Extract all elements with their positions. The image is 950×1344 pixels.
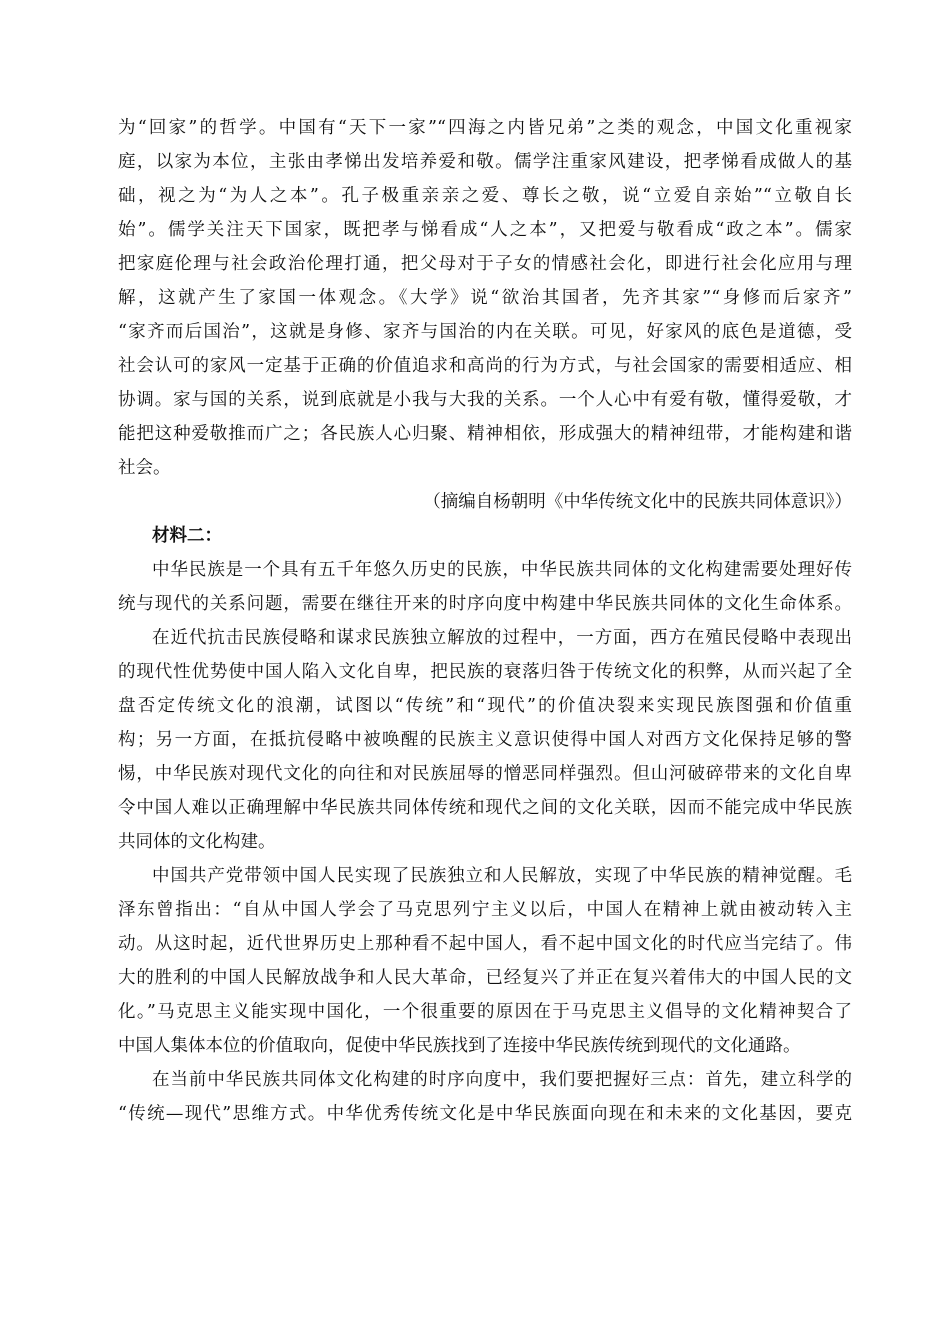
- text-line: 统与现代的关系问题，需要在继往开来的时序向度中构建中华民族共同体的文化生命体系。: [118, 594, 852, 614]
- text-line: 中国人集体本位的价值取向，促使中华民族找到了连接中华民族传统到现代的文化通路。: [118, 1036, 801, 1056]
- text-line: 中国共产党带领中国人民实现了民族独立和人民解放，实现了中华民族的精神觉醒。毛: [152, 866, 852, 886]
- text-line: 共同体的文化构建。: [118, 832, 276, 852]
- text-line: 泽东曾指出：“自从中国人学会了马克思列宁主义以后，中国人在精神上就由被动转入主: [118, 900, 852, 920]
- text-line: 协调。家与国的关系，说到底就是小我与大我的关系。一个人心中有爱有敬，懂得爱敬，才: [118, 390, 852, 410]
- text-line: 社会认可的家风一定基于正确的价值追求和高尚的行为方式，与社会国家的需要相适应、相: [118, 356, 852, 376]
- text-line: 构；另一方面，在抵抗侵略中被唤醒的民族主义意识使得中国人对西方文化保持足够的警: [118, 730, 852, 750]
- section-heading: 材料二：: [152, 526, 222, 546]
- text-line: 庭，以家为本位，主张由孝悌出发培养爱和敬。儒学注重家风建设，把孝悌看成做人的基: [118, 152, 852, 172]
- text-line: 动。从这时起，近代世界历史上那种看不起中国人，看不起中国文化的时代应当完结了。伟: [118, 934, 852, 954]
- text-line: 盘否定传统文化的浪潮，试图以“传统”和“现代”的价值决裂来实现民族图强和价值重: [118, 696, 852, 716]
- text-line: 在近代抗击民族侵略和谋求民族独立解放的过程中，一方面，西方在殖民侵略中表现出: [152, 628, 852, 648]
- text-line: 大的胜利的中国人民解放战争和人民大革命，已经复兴了并正在复兴着伟大的中国人民的文: [118, 968, 852, 988]
- text-line: “传统—现代”思维方式。中华优秀传统文化是中华民族面向现在和未来的文化基因，要克: [118, 1104, 852, 1124]
- text-line: “家齐而后国治”，这就是身修、家齐与国治的内在关联。可见，好家风的底色是道德，受: [118, 322, 852, 342]
- text-line: 础，视之为“为人之本”。孔子极重亲亲之爱、尊长之敬，说“立爱自亲始”“立敬自长: [118, 186, 852, 206]
- text-line: 中华民族是一个具有五千年悠久历史的民族，中华民族共同体的文化构建需要处理好传: [152, 560, 852, 580]
- text-line: 惕，中华民族对现代文化的向往和对民族屈辱的憎恶同样强烈。但山河破碎带来的文化自卑: [118, 764, 852, 784]
- text-line: 解，这就产生了家国一体观念。《大学》说“欲治其国者，先齐其家”“身修而后家齐”: [118, 288, 852, 308]
- text-line: 令中国人难以正确理解中华民族共同体传统和现代之间的文化关联，因而不能完成中华民族: [118, 798, 852, 818]
- text-line: 为“回家”的哲学。中国有“天下一家”“四海之内皆兄弟”之类的观念，中国文化重视家: [118, 118, 852, 138]
- text-line: 始”。儒学关注天下国家，既把孝与悌看成“人之本”，又把爱与敬看成“政之本”。儒家: [118, 220, 852, 240]
- text-line: 把家庭伦理与社会政治伦理打通，把父母对于子女的情感社会化，即进行社会化应用与理: [118, 254, 852, 274]
- text-line: 的现代性优势使中国人陷入文化自卑，把民族的衰落归咎于传统文化的积弊，从而兴起了全: [118, 662, 852, 682]
- text-line: 化。”马克思主义能实现中国化，一个很重要的原因在于马克思主义倡导的文化精神契合了: [118, 1002, 852, 1022]
- text-line: 在当前中华民族共同体文化构建的时序向度中，我们要把握好三点：首先，建立科学的: [152, 1070, 852, 1090]
- text-line: 社会。: [118, 458, 171, 478]
- source-citation: （摘编自杨朝明《中华传统文化中的民族共同体意识》）: [423, 492, 852, 512]
- text-line: 能把这种爱敬推而广之；各民族人心归聚、精神相依，形成强大的精神纽带，才能构建和谐: [118, 424, 852, 444]
